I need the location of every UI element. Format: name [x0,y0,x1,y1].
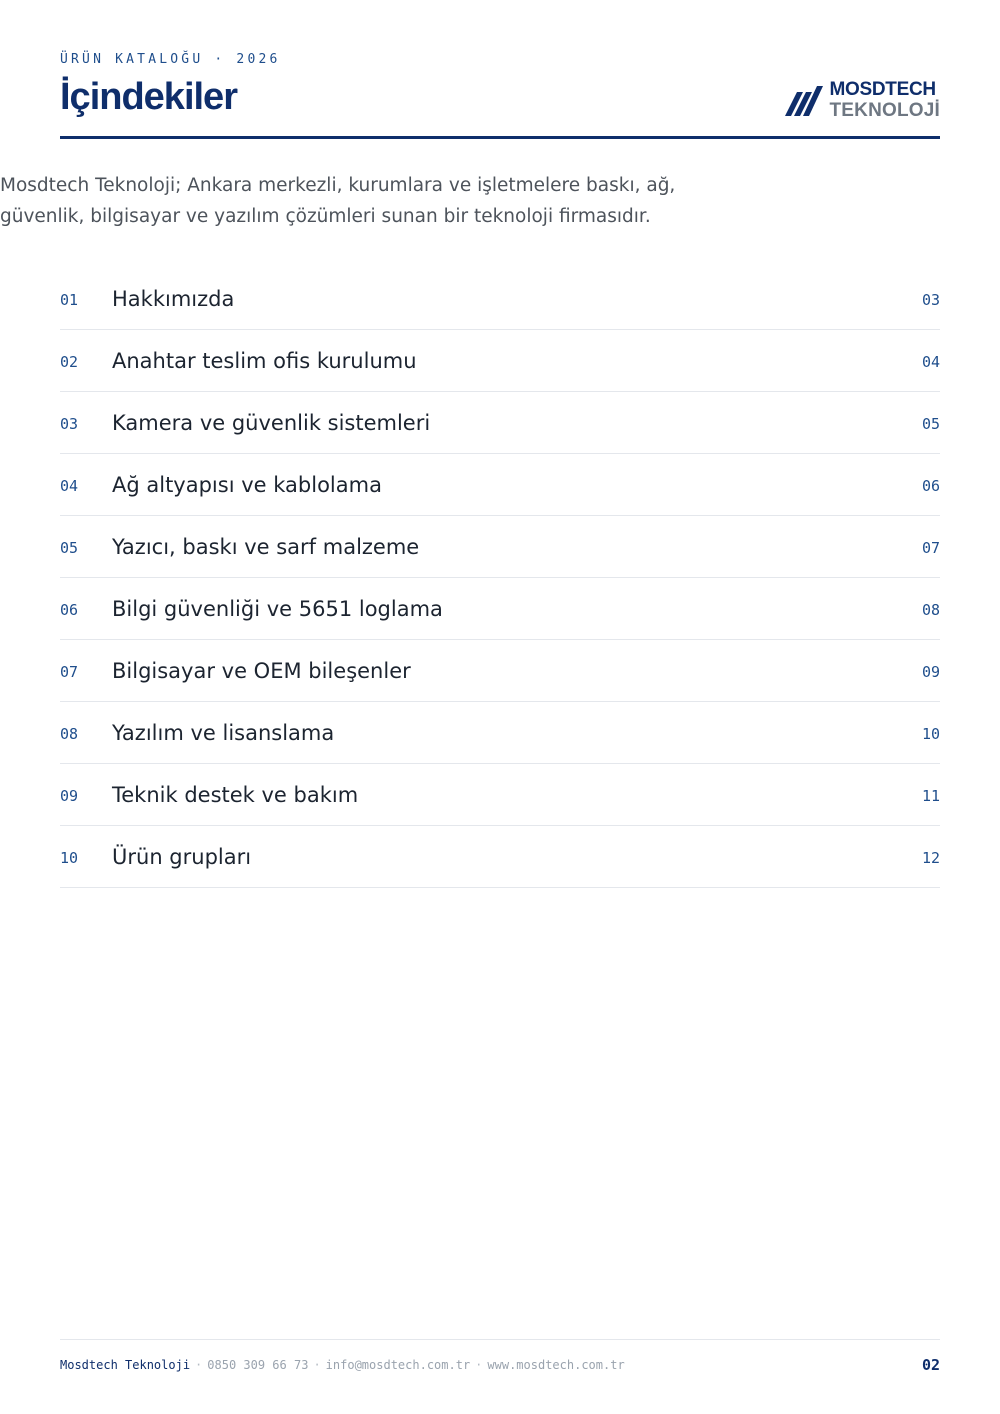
header-divider [60,136,940,139]
toc-label: Bilgisayar ve OEM bileşenler [112,658,411,683]
toc-label: Yazıcı, baskı ve sarf malzeme [112,534,420,559]
toc-number: 01 [60,290,79,309]
page-footer [60,1356,940,1374]
toc-row[interactable] [60,764,940,826]
toc-number: 07 [60,662,79,681]
toc-label: Ağ altyapısı ve kablolama [112,472,382,497]
toc-label: Bilgi güvenliği ve 5651 loglama [112,596,443,621]
toc-row[interactable] [60,268,940,330]
table-of-contents [60,268,940,888]
toc-label: Yazılım ve lisanslama [112,720,335,745]
toc-row[interactable] [60,454,940,516]
toc-page: 08 [921,600,940,619]
toc-row[interactable] [60,578,940,640]
toc-page: 11 [921,786,940,805]
toc-label: Hakkımızda [112,286,235,311]
toc-row[interactable] [60,330,940,392]
toc-row[interactable] [60,392,940,454]
toc-row[interactable] [60,516,940,578]
footer-separator: · [195,1358,203,1372]
footer-phone[interactable]: 0850 309 66 73 [207,1358,309,1372]
footer-email[interactable]: info@mosdtech.com.tr [325,1358,471,1372]
toc-number: 06 [60,600,79,619]
toc-number: 04 [60,476,79,495]
brand-logo [785,78,940,122]
logo-subname: TEKNOLOJİ [829,100,940,121]
toc-page: 10 [921,724,940,743]
toc-number: 09 [60,786,79,805]
toc-page: 09 [921,662,940,681]
footer-separator: · [475,1358,483,1372]
page-number: 02 [921,1356,940,1374]
logo-mark-icon [785,82,825,118]
toc-page: 05 [921,414,940,433]
toc-row[interactable] [60,702,940,764]
toc-label: Teknik destek ve bakım [112,782,359,807]
catalog-kicker: ÜRÜN KATALOĞU · 2026 [60,52,281,67]
footer-divider [60,1339,940,1340]
toc-row[interactable] [60,640,940,702]
footer-separator: · [313,1358,321,1372]
toc-label: Kamera ve güvenlik sistemleri [112,410,431,435]
footer-contact [60,1358,922,1372]
intro-paragraph: Mosdtech Teknoloji; Ankara merkezli, kurumlara ve işletmelere baskı, ağ, güvenlik, bilgisayar ve yazılım çözümleri sunan bir teknoloji firmasıdır. [0,175,676,227]
footer-website[interactable]: www.mosdtech.com.tr [487,1358,625,1372]
toc-label: Anahtar teslim ofis kurulumu [112,348,417,373]
toc-page: 12 [921,848,940,867]
toc-page: 03 [921,290,940,309]
toc-label: Ürün grupları [112,844,252,869]
toc-number: 05 [60,538,79,557]
toc-page: 04 [921,352,940,371]
toc-row[interactable] [60,826,940,888]
toc-number: 08 [60,724,79,743]
toc-page: 07 [921,538,940,557]
toc-number: 02 [60,352,79,371]
toc-page: 06 [921,476,940,495]
footer-company: Mosdtech Teknoloji [60,1358,191,1372]
page-title: İçindekiler [60,76,237,118]
logo-name: MOSDTECH [829,79,936,100]
toc-number: 03 [60,414,79,433]
toc-number: 10 [60,848,79,867]
logo-wordmark [829,80,940,120]
